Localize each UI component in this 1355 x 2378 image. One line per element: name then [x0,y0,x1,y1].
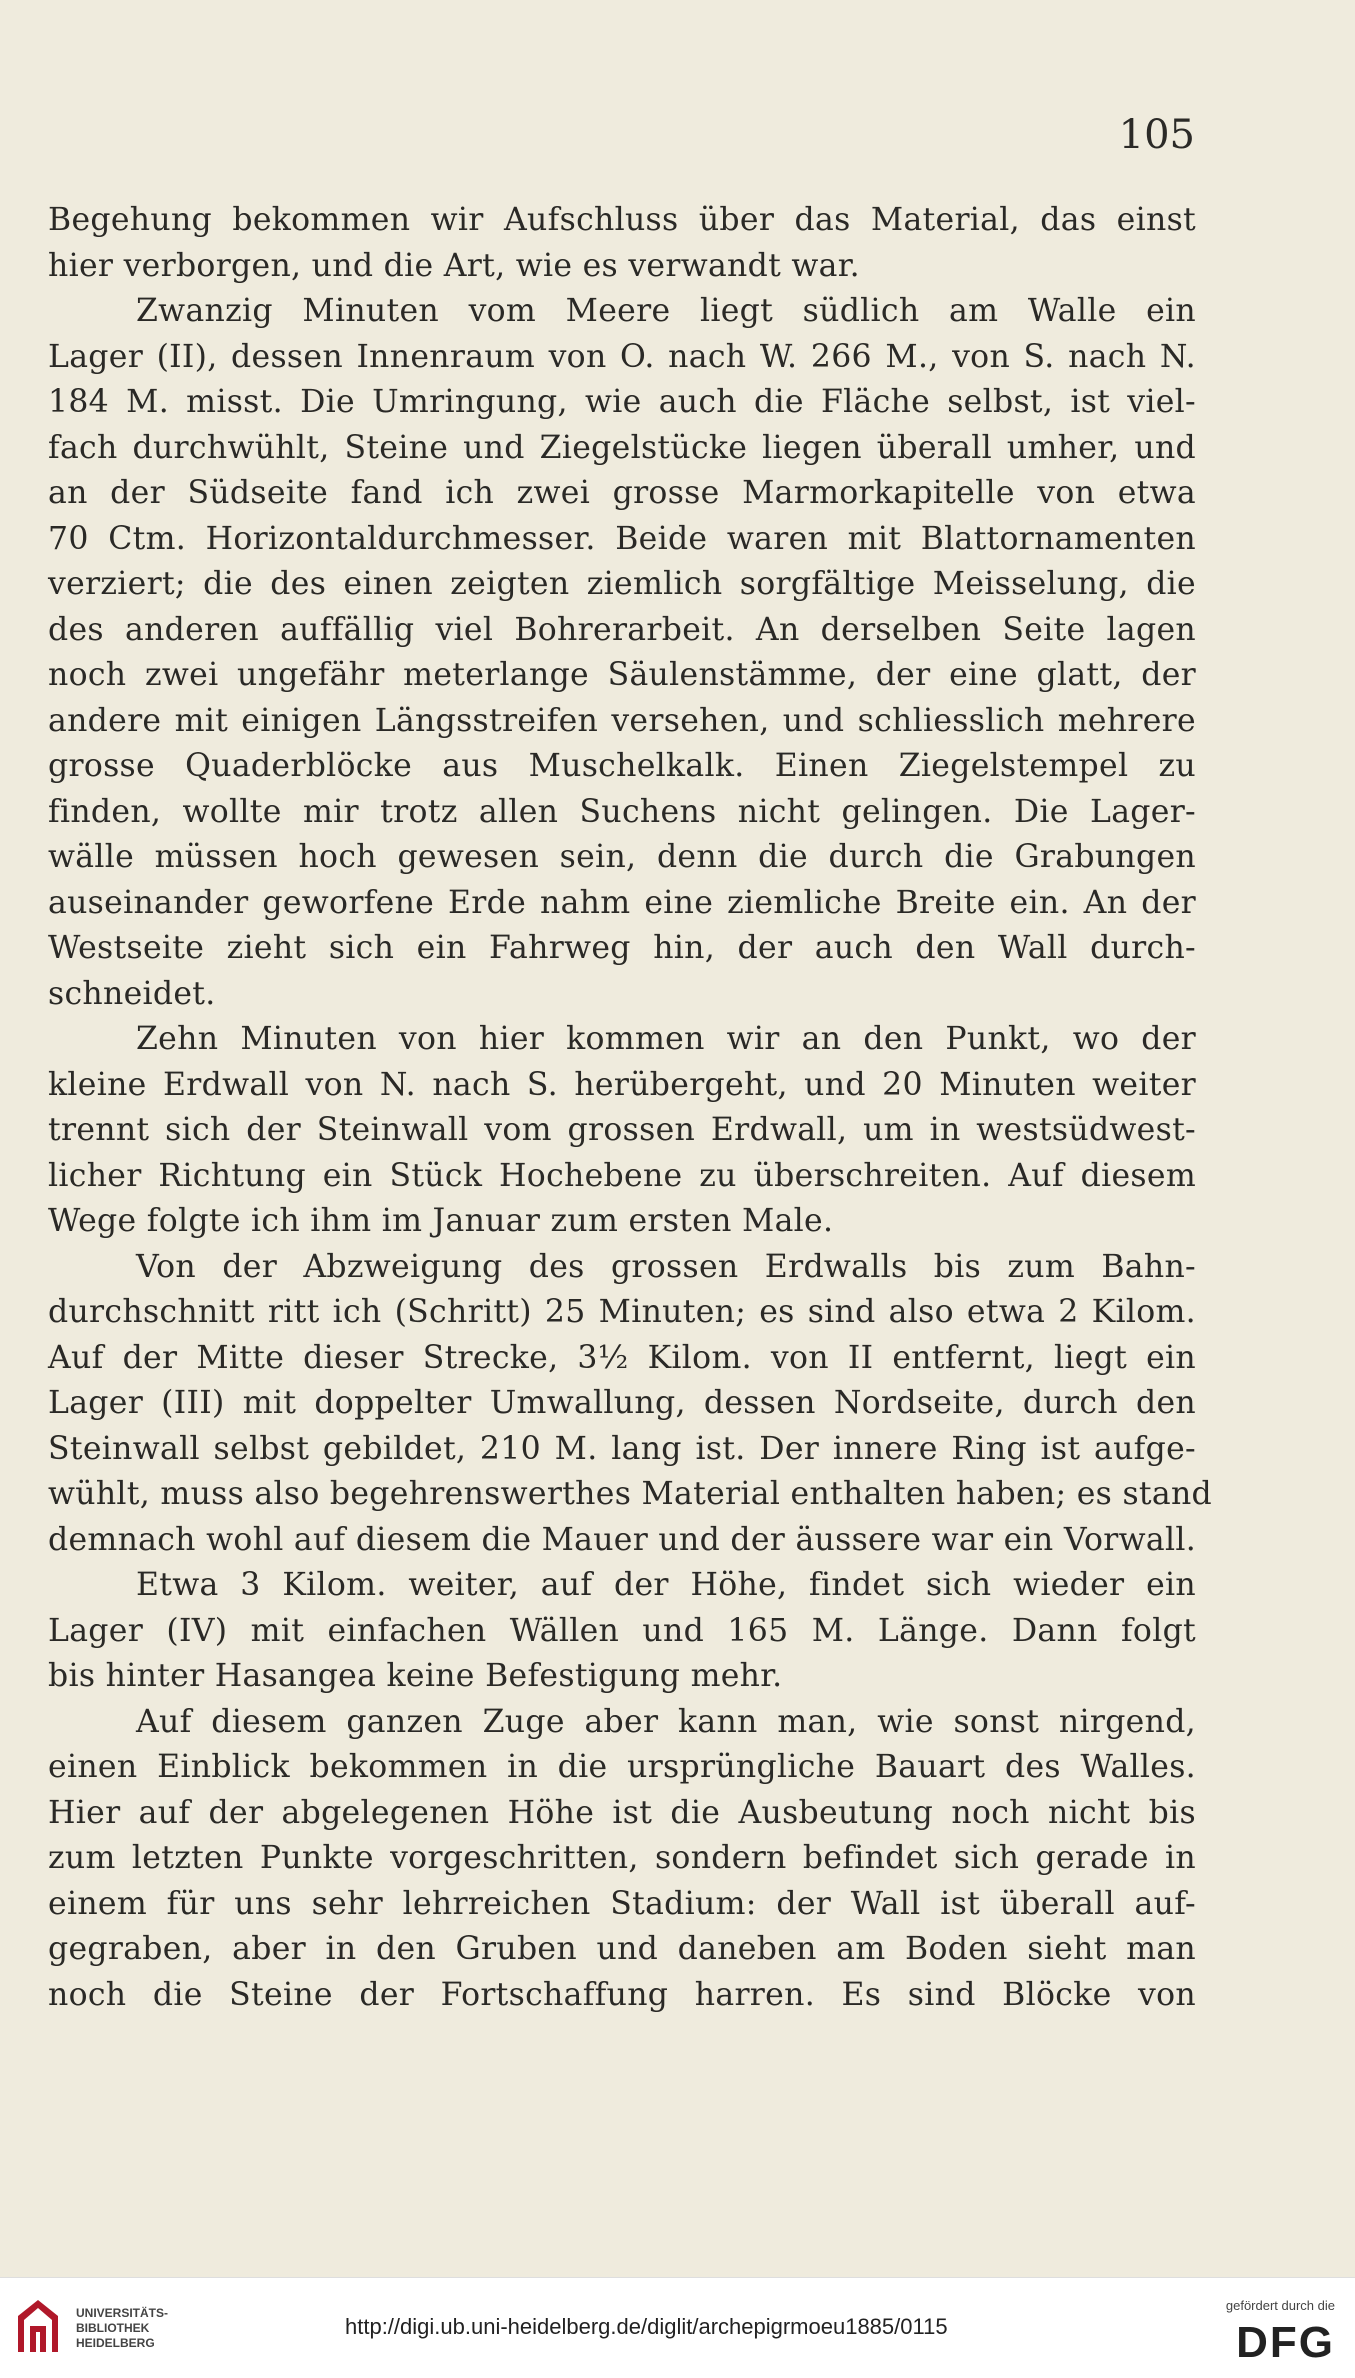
text-line: Zwanzig Minuten vom Meere liegt südlich am Walle ein [136,293,1196,329]
text-line: wälle müssen hoch gewesen sein, denn die durch die Grabungen [48,839,1196,875]
text-line: noch zwei ungefähr meterlange Säulenstämme, der eine glatt, der [48,657,1196,693]
library-name [76,2306,168,2351]
text-line: andere mit einigen Längsstreifen versehen, und schliesslich mehrere [48,702,1196,739]
text-line: Steinwall selbst gebildet, 210 M. lang ist. Der innere Ring ist aufge- [48,1430,1196,1467]
library-line: BIBLIOTHEK [76,2321,150,2335]
text-line: durchschnitt ritt ich (Schritt) 25 Minuten; es sind also etwa 2 Kilom. [48,1294,1196,1330]
text-line: gegraben, aber in den Gruben und daneben am Boden sieht man [48,1931,1196,1967]
text-line: Auf diesem ganzen Zuge aber kann man, wie sonst nirgend, [136,1703,1196,1740]
library-line: UNIVERSITÄTS- [76,2306,169,2320]
text-line: Zehn Minuten von hier kommen wir an den Punkt, wo der [136,1021,1196,1057]
university-logo-icon [12,2296,64,2356]
text-line: grosse Quaderblöcke aus Muschelkalk. Einen Ziegelstempel zu [48,748,1196,784]
text-line: schneidet. [48,975,216,1012]
text-line: finden, wollte mir trotz allen Suchens nicht gelingen. Die Lager- [48,793,1196,830]
text-line: wühlt, muss also begehrenswerthes Material enthalten haben; es stand [48,1476,1212,1512]
funded-by-label: gefördert durch die [1225,2298,1335,2313]
footer-bar [0,2277,1355,2378]
text-line: zum letzten Punkte vorgeschritten, sondern befindet sich gerade in [48,1840,1196,1876]
text-line: Lager (IV) mit einfachen Wällen und 165 M. Länge. Dann folgt [48,1612,1196,1649]
text-line: demnach wohl auf diesem die Mauer und der äussere war ein Vorwall. [48,1521,1197,1558]
body-text [48,198,1212,2018]
text-line: trennt sich der Steinwall vom grossen Erdwall, um in westsüdwest- [48,1112,1196,1148]
text-line: Hier auf der abgelegenen Höhe ist die Ausbeutung noch nicht bis [48,1794,1196,1831]
text-line: noch die Steine der Fortschaffung harren. Es sind Blöcke von [48,1976,1196,2013]
page-number: 105 [1118,112,1195,158]
text-line: fach durchwühlt, Steine und Ziegelstücke liegen überall umher, und [48,429,1196,466]
library-line: HEIDELBERG [76,2336,155,2350]
text-line: Lager (III) mit doppelter Umwallung, dessen Nordseite, durch den [48,1385,1196,1421]
text-line: Lager (II), dessen Innenraum von O. nach W. 266 M., von S. nach N. [48,338,1196,375]
text-line: des anderen auffällig viel Bohrerarbeit. An derselben Seite lagen [48,611,1196,648]
text-line: Etwa 3 Kilom. weiter, auf der Höhe, findet sich wieder ein [136,1567,1196,1603]
text-line: 184 M. misst. Die Umringung, wie auch die Fläche selbst, ist viel- [48,384,1196,420]
dfg-logo: DFG [1236,2318,1335,2367]
text-line: licher Richtung ein Stück Hochebene zu überschreiten. Auf diesem [48,1157,1196,1194]
text-line: bis hinter Hasangea keine Befestigung mehr. [48,1658,783,1694]
text-line: Wege folgte ich ihm im Januar zum ersten Male. [48,1203,834,1239]
text-line: Westseite zieht sich ein Fahrweg hin, der auch den Wall durch- [48,930,1196,966]
text-line: 70 Ctm. Horizontaldurchmesser. Beide waren mit Blattornamenten [48,520,1196,557]
text-line: Von der Abzweigung des grossen Erdwalls bis zum Bahn- [136,1248,1196,1285]
text-line: Auf der Mitte dieser Strecke, 3½ Kilom. von II entfernt, liegt ein [48,1339,1196,1376]
text-line: Begehung bekommen wir Aufschluss über das Material, das einst [48,202,1196,238]
text-line: kleine Erdwall von N. nach S. herübergeht, und 20 Minuten weiter [48,1066,1196,1103]
text-line: auseinander geworfene Erde nahm eine ziemliche Breite ein. An der [48,884,1196,921]
text-line: hier verborgen, und die Art, wie es verwandt war. [48,247,860,284]
text-line: verziert; die des einen zeigten ziemlich sorgfältige Meisselung, die [48,566,1196,602]
permalink-url[interactable]: http://digi.ub.uni-heidelberg.de/diglit/archepigrmoeu1885/0115 [345,2314,948,2339]
text-line: einem für uns sehr lehrreichen Stadium: der Wall ist überall auf- [48,1885,1196,1922]
text-line: einen Einblick bekommen in die ursprüngliche Bauart des Walles. [48,1749,1196,1785]
text-line: an der Südseite fand ich zwei grosse Marmorkapitelle von etwa [48,475,1196,511]
